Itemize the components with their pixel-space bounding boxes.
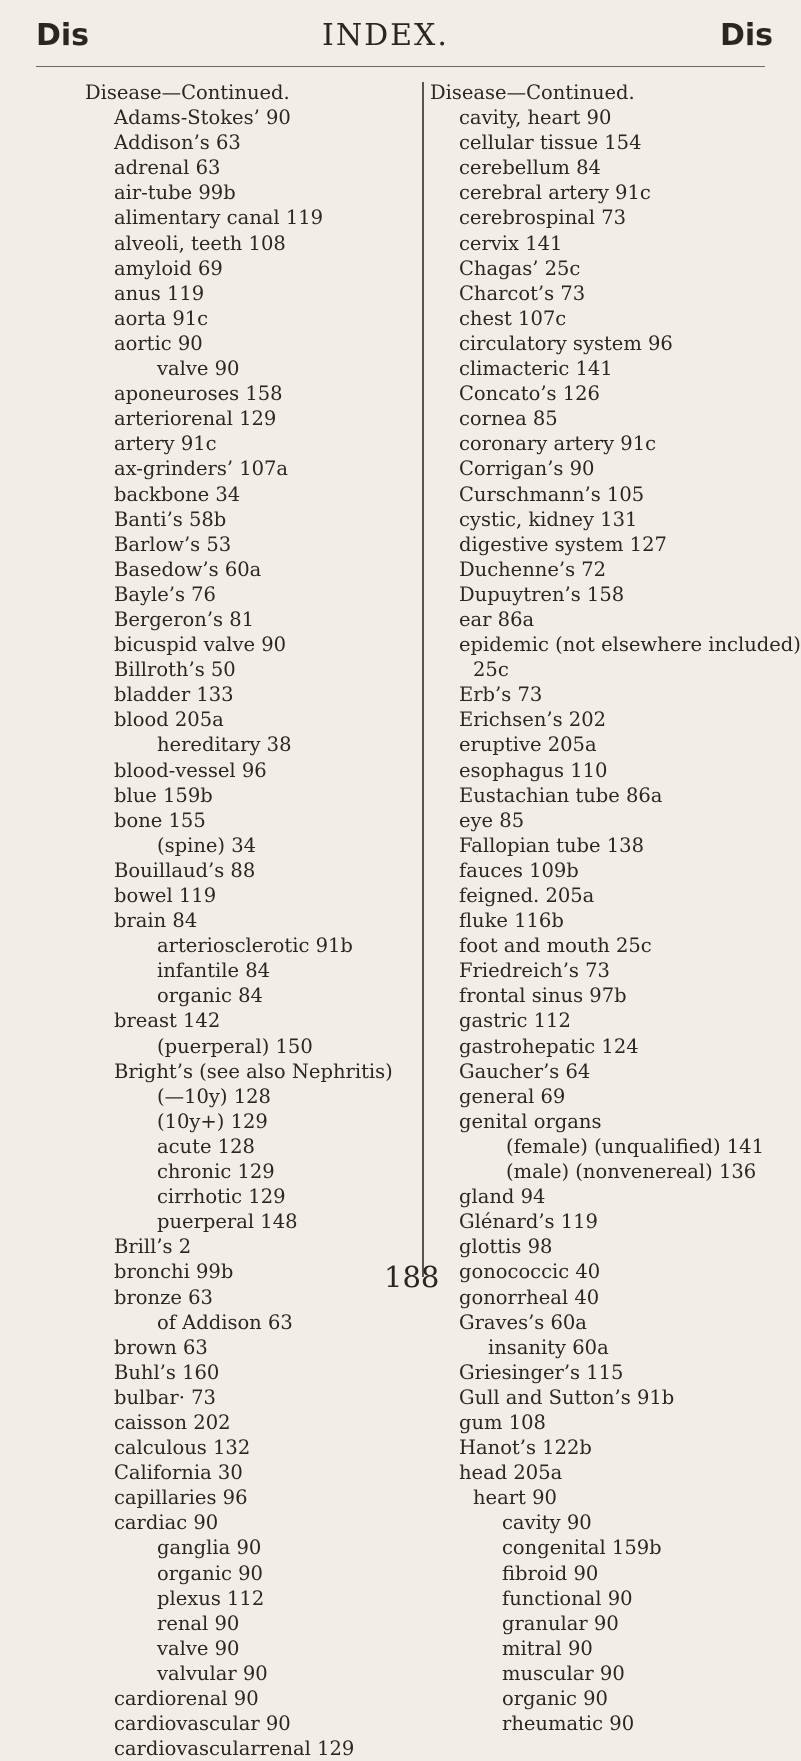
index-entry: (puerperal) 150 (157, 1034, 313, 1058)
index-entry: climacteric 141 (459, 357, 613, 381)
index-entry: blood-vessel 96 (114, 758, 267, 782)
index-entry: brain 84 (114, 909, 198, 933)
index-entry: digestive system 127 (459, 532, 667, 556)
index-entry: alveoli, teeth 108 (114, 231, 286, 255)
index-entry: puerperal 148 (157, 1210, 298, 1234)
index-entry: Billroth’s 50 (114, 658, 236, 682)
index-entry: 25c (473, 658, 509, 682)
index-entry: infantile 84 (157, 959, 271, 983)
index-entry: plexus 112 (157, 1586, 265, 1610)
index-entry: aortic 90 (114, 331, 203, 355)
index-entry: heart 90 (473, 1486, 557, 1510)
index-entry: capillaries 96 (114, 1486, 248, 1510)
index-entry: calculous 132 (114, 1436, 251, 1460)
index-entry: artery 91c (114, 432, 217, 456)
index-entry: cervix 141 (459, 231, 563, 255)
index-entry: (spine) 34 (157, 833, 257, 857)
index-entry: feigned. 205a (459, 884, 595, 907)
index-entry: cavity, heart 90 (459, 106, 612, 130)
index-entry: adrenal 63 (114, 156, 221, 180)
index-entry: ax-grinders’ 107a (114, 457, 289, 481)
index-entry: cerebellum 84 (459, 156, 601, 180)
index-entry: coronary artery 91c (459, 432, 657, 456)
index-entry: bicuspid valve 90 (114, 633, 287, 657)
index-entry: alimentary canal 119 (114, 206, 324, 230)
index-entry: bronchi 99b (114, 1260, 234, 1284)
index-entry: breast 142 (114, 1009, 221, 1033)
index-entry: organic 90 (502, 1687, 608, 1710)
index-entry: Addison’s 63 (114, 131, 241, 155)
index-entry: Gaucher’s 64 (459, 1059, 591, 1083)
index-entry: Bouillaud’s 88 (114, 858, 256, 882)
index-entry: gonorrheal 40 (459, 1285, 600, 1309)
index-entry: cardiovascularrenal 129 (114, 1737, 355, 1761)
index-entry: ear 86a (459, 607, 535, 631)
index-entry: head 205a (459, 1461, 563, 1485)
index-entry: Brill’s 2 (114, 1235, 192, 1259)
index-entry: glottis 98 (459, 1235, 553, 1259)
index-entry: amyloid 69 (114, 256, 223, 280)
index-entry: Dupuytren’s 158 (459, 582, 625, 606)
index-entry: frontal sinus 97b (459, 984, 627, 1008)
index-entry: Duchenne’s 72 (459, 557, 607, 581)
index-entry: Curschmann’s 105 (459, 482, 645, 506)
index-entry: brown 63 (114, 1335, 208, 1359)
index-column-left (85, 80, 393, 1761)
index-entry: foot and mouth 25c (459, 934, 652, 958)
index-entry: Charcot’s 73 (459, 281, 586, 305)
index-entry: Basedow’s 60a (114, 557, 262, 581)
index-entry: cardiac 90 (114, 1511, 219, 1535)
index-entry: organic 90 (157, 1561, 263, 1585)
index-entry: hereditary 38 (157, 733, 292, 757)
index-entry: Graves’s 60a (459, 1310, 587, 1334)
index-entry: Concato’s 126 (459, 382, 600, 406)
index-entry: (male) (nonvenereal) 136 (506, 1160, 757, 1184)
index-entry: muscular 90 (502, 1661, 625, 1685)
index-entry: California 30 (114, 1461, 243, 1485)
running-head-left: Dis (36, 18, 90, 53)
running-head-title: INDEX. (322, 18, 449, 53)
index-entry: fauces 109b (459, 858, 579, 882)
index-entry: valve 90 (157, 1636, 240, 1660)
index-entry: chest 107c (459, 306, 567, 330)
index-entry: gastric 112 (459, 1009, 571, 1033)
index-entry: gastrohepatic 124 (459, 1034, 639, 1058)
index-entry: Chagas’ 25c (459, 256, 581, 280)
index-entry: valvular 90 (157, 1661, 268, 1685)
index-entry: blood 205a (114, 708, 224, 732)
index-entry: cellular tissue 154 (459, 131, 642, 155)
index-entry: granular 90 (502, 1611, 619, 1635)
index-entry: Fallopian tube 138 (459, 833, 644, 857)
index-entry: cardiorenal 90 (114, 1687, 259, 1710)
index-entry: cardiovascular 90 (114, 1712, 291, 1736)
index-entry: (female) (unqualified) 141 (506, 1134, 764, 1158)
index-entry: arteriorenal 129 (114, 407, 277, 431)
index-entry: backbone 34 (114, 482, 241, 506)
index-entry: air-tube 99b (114, 181, 236, 205)
index-entry: organic 84 (157, 984, 263, 1008)
index-entry: Buhl’s 160 (114, 1360, 220, 1384)
index-entry: anus 119 (114, 281, 205, 305)
page-number: 188 (384, 1260, 440, 1294)
index-entry: gland 94 (459, 1185, 546, 1209)
index-entry: mitral 90 (502, 1636, 593, 1660)
index-entry: Banti’s 58b (114, 507, 227, 531)
index-entry: eye 85 (459, 808, 525, 832)
index-entry: Erichsen’s 202 (459, 708, 607, 732)
index-entry: fibroid 90 (502, 1561, 599, 1585)
index-entry: Disease—Continued. (430, 81, 635, 104)
index-entry: cirrhotic 129 (157, 1185, 286, 1209)
index-entry: of Addison 63 (157, 1310, 293, 1334)
index-entry: (10y+) 129 (157, 1109, 268, 1133)
index-entry: Disease—Continued. (85, 81, 290, 104)
index-entry: ganglia 90 (157, 1536, 262, 1560)
index-entry: bowel 119 (114, 884, 217, 907)
index-entry: aorta 91c (114, 306, 209, 330)
index-entry: Bright’s (see also Nephritis) (114, 1059, 393, 1083)
header-rule (36, 66, 765, 67)
index-entry: chronic 129 (157, 1160, 275, 1184)
column-divider (422, 82, 424, 1277)
index-entry: genital organs (459, 1109, 602, 1133)
index-entry: acute 128 (157, 1134, 255, 1158)
index-entry: renal 90 (157, 1611, 240, 1635)
index-entry: cystic, kidney 131 (459, 507, 638, 531)
index-entry: functional 90 (502, 1586, 633, 1610)
index-entry: Hanot’s 122b (459, 1436, 592, 1460)
index-entry: eruptive 205a (459, 733, 597, 757)
index-entry: Glénard’s 119 (459, 1210, 598, 1234)
index-entry: Adams-Stokes’ 90 (114, 106, 291, 130)
index-entry: caisson 202 (114, 1410, 231, 1434)
index-entry: arteriosclerotic 91b (157, 934, 353, 958)
index-entry: epidemic (not elsewhere included) (459, 633, 801, 657)
index-entry: Barlow’s 53 (114, 532, 232, 556)
index-entry: blue 159b (114, 783, 213, 807)
index-entry: cerebral artery 91c (459, 181, 651, 205)
index-entry: esophagus 110 (459, 758, 608, 782)
index-entry: Erb’s 73 (459, 683, 543, 707)
index-entry: bladder 133 (114, 683, 234, 707)
index-entry: general 69 (459, 1084, 566, 1108)
index-entry: circulatory system 96 (459, 331, 673, 355)
index-column-right (430, 80, 801, 1736)
running-head-right: Dis (719, 18, 773, 53)
index-entry: fluke 116b (459, 909, 564, 933)
index-entry: cornea 85 (459, 407, 558, 431)
index-entry: aponeuroses 158 (114, 382, 283, 406)
index-entry: Corrigan’s 90 (459, 457, 595, 481)
index-entry: Friedreich’s 73 (459, 959, 610, 983)
index-entry: Bayle’s 76 (114, 582, 216, 606)
index-entry: Bergeron’s 81 (114, 607, 255, 631)
index-entry: bone 155 (114, 808, 206, 832)
index-entry: valve 90 (157, 357, 240, 381)
index-entry: insanity 60a (488, 1335, 609, 1359)
index-entry: bronze 63 (114, 1285, 213, 1309)
index-entry: cerebrospinal 73 (459, 206, 627, 230)
index-entry: congenital 159b (502, 1536, 662, 1560)
index-entry: Gull and Sutton’s 91b (459, 1385, 675, 1409)
index-entry: cavity 90 (502, 1511, 592, 1535)
index-entry: (—10y) 128 (157, 1084, 271, 1108)
index-entry: rheumatic 90 (502, 1712, 635, 1736)
index-entry: Eustachian tube 86a (459, 783, 663, 807)
index-entry: gonococcic 40 (459, 1260, 601, 1284)
index-entry: Griesinger’s 115 (459, 1360, 624, 1384)
index-entry: bulbar· 73 (114, 1385, 216, 1409)
index-entry: gum 108 (459, 1410, 546, 1434)
